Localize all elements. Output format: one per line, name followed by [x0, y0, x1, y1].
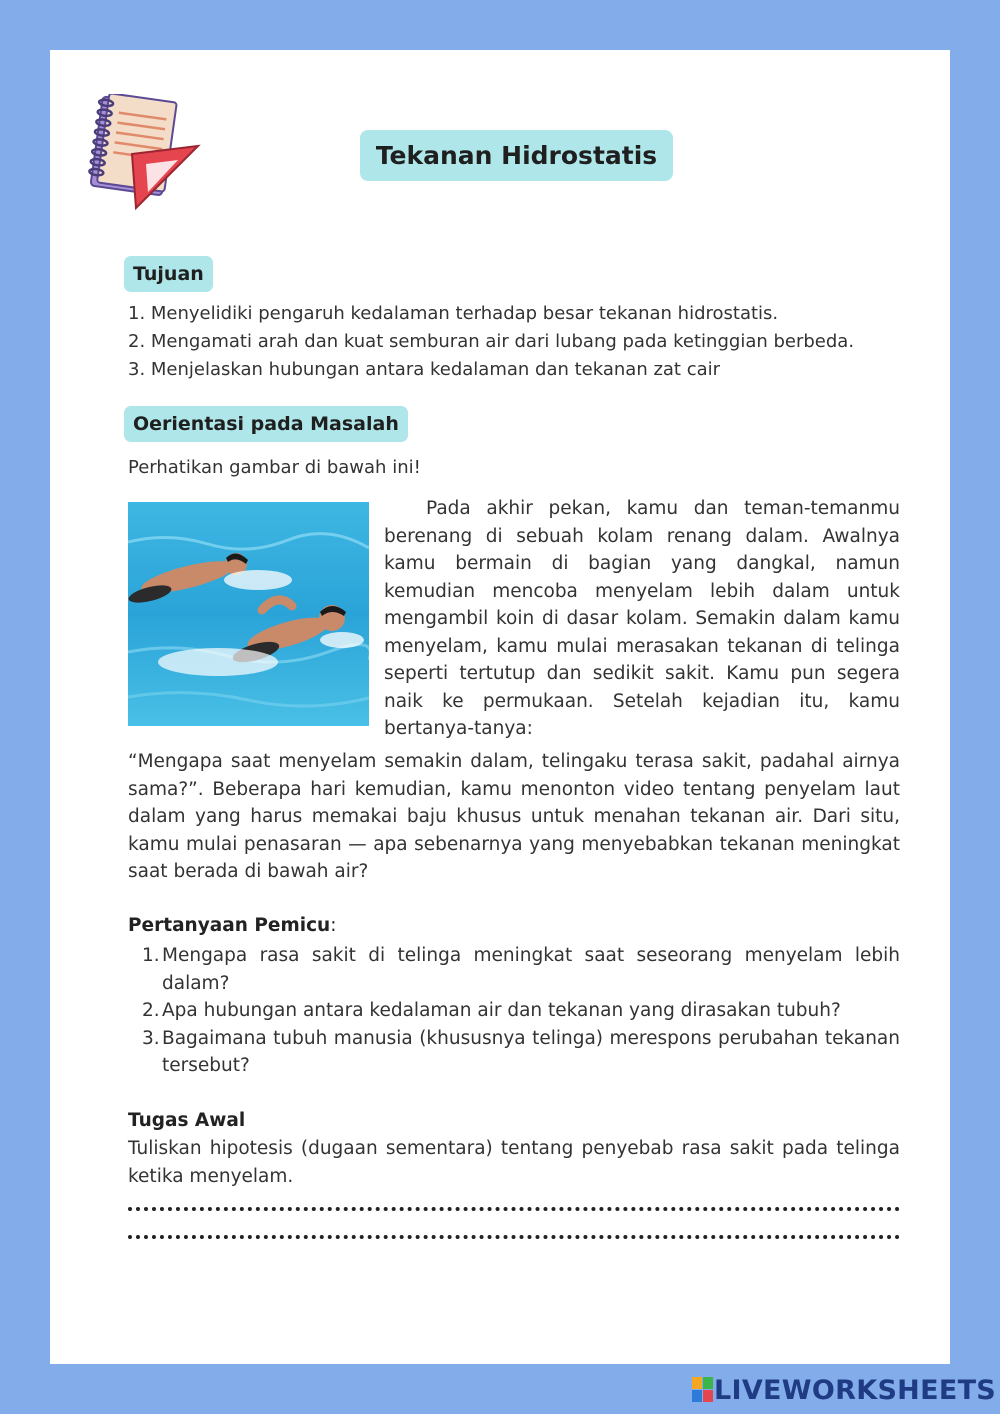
list-item: 1. Menyelidiki pengaruh kedalaman terhadap besar tekanan hidrostatis.: [128, 303, 779, 324]
liveworksheets-brand[interactable]: [692, 1374, 996, 1406]
list-item: [142, 1025, 900, 1080]
answer-line-1[interactable]: [128, 1207, 900, 1211]
list-item: [142, 942, 900, 997]
story-paragraph-2: “Mengapa saat menyelam semakin dalam, telingaku terasa sakit, padahal airnya sama?”. Beberapa hari kemudian, kamu menonton video tentang penyelam laut dalam yang harus memakai baju khusus untuk menahan tekanan air. Dari situ, kamu mulai penasaran — apa sebenarnya yang menyebabkan tekanan meningkat saat berada di bawah air?: [128, 751, 900, 882]
pemicu-questions: [142, 942, 900, 1080]
tugas-heading: Tugas Awal: [128, 1110, 246, 1131]
brand-name: LIVEWORKSHEETS: [714, 1374, 997, 1406]
story-paragraph-1: Pada akhir pekan, kamu dan teman-temanmu berenang di sebuah kolam renang dalam. Awalnya kamu bermain di bagian yang dangkal, namun kemudian mencoba menyelam lebih dalam untuk mengambil koin di dasar kolam. Semakin dalam kamu menyelam, kamu mulai merasakan tekanan di telinga seperti tertutup dan sedikit sakit. Kamu pun segera naik ke permukaan. Setelah kejadian itu, kamu bertanya-tanya:: [384, 498, 900, 739]
pemicu-colon: :: [330, 915, 337, 936]
question-text: Apa hubungan antara kedalaman air dan tekanan yang dirasakan tubuh?: [162, 1000, 841, 1021]
liveworksheets-logo-icon: [692, 1377, 714, 1403]
orientasi-heading: Oerientasi pada Masalah: [124, 406, 408, 442]
list-item: [142, 997, 900, 1025]
pemicu-heading-label: Pertanyaan Pemicu: [128, 915, 331, 936]
instruction-text: Perhatikan gambar di bawah ini!: [128, 457, 421, 478]
question-text: Bagaimana tubuh manusia (khususnya telinga) merespons perubahan tekanan tersebut?: [162, 1027, 900, 1076]
question-number: 3.: [142, 1027, 160, 1049]
swimmers-photo: [128, 502, 369, 726]
list-item: 2. Mengamati arah dan kuat semburan air dari lubang pada ketinggian berbeda.: [128, 331, 855, 352]
tujuan-list: [128, 300, 928, 384]
page-title: Tekanan Hidrostatis: [360, 130, 673, 181]
pemicu-heading: [128, 915, 336, 936]
question-number: 1.: [142, 945, 160, 966]
tujuan-heading: Tujuan: [124, 256, 213, 292]
worksheet-page: [50, 50, 950, 1364]
question-number: 2.: [142, 1000, 160, 1021]
list-item: 3. Menjelaskan hubungan antara kedalaman dan tekanan zat cair: [128, 359, 721, 380]
answer-line-2[interactable]: [128, 1235, 900, 1239]
notebook-ruler-icon: [80, 94, 202, 212]
tugas-text: Tuliskan hipotesis (dugaan sementara) tentang penyebab rasa sakit pada telinga ketika menyelam.: [128, 1138, 900, 1187]
question-text: Mengapa rasa sakit di telinga meningkat saat seseorang menyelam lebih dalam?: [162, 945, 900, 994]
